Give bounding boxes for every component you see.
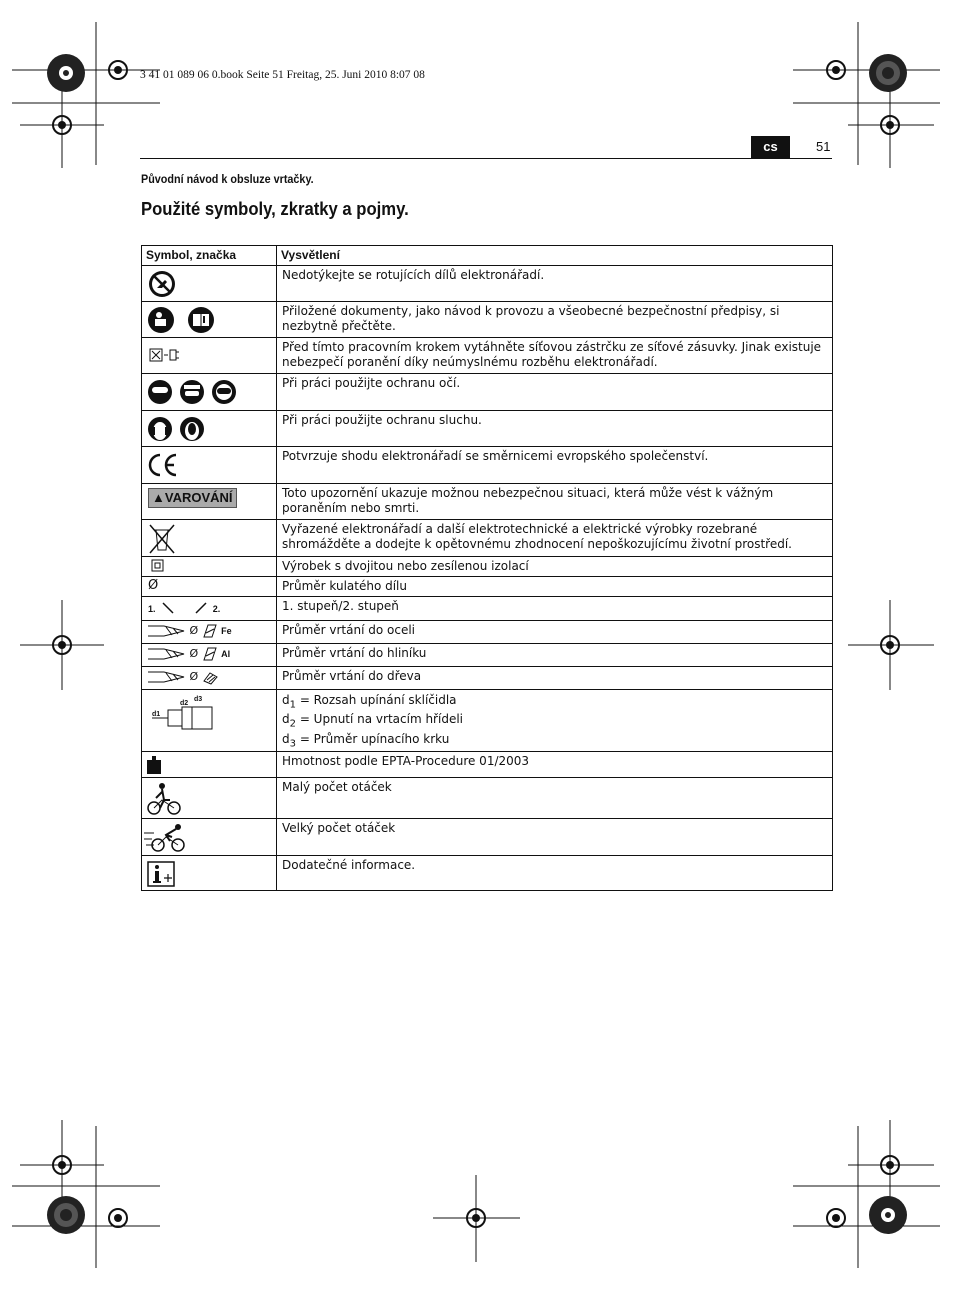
table-row: 1. 2. 1. stupeň/2. stupeň — [142, 597, 833, 621]
drill-bit-icon — [146, 647, 186, 661]
table-row — [142, 302, 833, 338]
d3-label: d3 — [194, 696, 203, 703]
diameter-icon: Ø — [148, 578, 159, 593]
table-row — [142, 447, 833, 484]
table-row: Ø Fe Průměr vrtání do oceli — [142, 621, 833, 644]
row-line: $d_2$ = Upnutí na vrtacím hřídeli — [282, 712, 463, 730]
table-row — [142, 557, 833, 577]
table-row — [142, 411, 833, 447]
read-manual-icon — [142, 302, 222, 336]
aluminium-material-icon — [202, 646, 218, 662]
book-info-line: 3 41 01 089 06 0.book Seite 51 Freitag, 25. Juni 2010 8:07 08 — [140, 69, 425, 81]
row-text: Toto upozornění ukazuje možnou nebezpečnou situaci, která může vést k vážným poraněním nebo smrti. — [277, 484, 833, 520]
row-line: $d_1$ = Rozsah upínání sklíčidla — [282, 693, 457, 711]
row-text: Velký počet otáček — [277, 819, 833, 856]
table-row — [142, 374, 833, 411]
table-row — [142, 778, 833, 819]
no-touch-rotating-icon — [142, 266, 182, 300]
doc-subtitle: Původní návod k obsluze vrtačky. — [141, 172, 314, 186]
drill-bit-icon — [146, 670, 186, 684]
table-row — [142, 856, 833, 891]
row-text: Malý počet otáček — [277, 778, 833, 819]
gear-two-icon — [194, 601, 208, 615]
double-insulation-icon — [142, 557, 172, 575]
table-row — [142, 667, 833, 690]
info-plus-icon — [142, 856, 182, 890]
warning-triangle-icon: ▲ — [152, 490, 165, 505]
row-text: Při práci použijte ochranu očí. — [277, 374, 833, 411]
table-row — [142, 577, 833, 597]
row-text: 1. stupeň/2. stupeň — [277, 597, 833, 621]
row-text: Dodatečné informace. — [277, 856, 833, 891]
diameter-symbol: Ø — [189, 647, 199, 660]
steel-material-icon — [202, 623, 218, 639]
row-text: Hmotnost podle EPTA-Procedure 01/2003 — [277, 752, 833, 778]
wood-material-icon — [202, 669, 218, 685]
row-text: Výrobek s dvojitou nebo zesílenou izolací — [277, 557, 833, 577]
row-text: Potvrzuje shodu elektronářadí se směrnicemi evropského společenství. — [277, 447, 833, 484]
row-text: Průměr vrtání do oceli — [277, 621, 833, 644]
table-row — [142, 484, 833, 520]
col-explanation-header: Vysvětlení — [277, 246, 833, 266]
crossed-bin-icon — [142, 520, 182, 556]
diameter-symbol: Ø — [189, 670, 199, 683]
col-symbol-header: Symbol, značka — [142, 246, 277, 266]
row-text: Průměr vrtání do dřeva — [277, 667, 833, 690]
table-row: Ø Al Průměr vrtání do hliníku — [142, 644, 833, 667]
row-text: Přiložené dokumenty, jako návod k provozu a všeobecné bezpečnostní předpisy, si nezbytně přečtěte. — [277, 302, 833, 338]
unplug-icon — [142, 338, 182, 372]
row-line: $d_3$ = Průměr upínacího krku — [282, 731, 450, 750]
table-row — [142, 266, 833, 302]
ce-mark-icon — [142, 447, 182, 481]
diameter-symbol: Ø — [189, 624, 199, 637]
language-badge: cs — [751, 136, 790, 158]
section-title: Použité symboly, zkratky a pojmy. — [141, 198, 409, 219]
weight-icon — [142, 752, 172, 776]
drill-bit-icon — [146, 624, 186, 638]
chuck-dimensions-icon — [142, 690, 222, 742]
chuck-dimensions-text — [277, 690, 833, 752]
table-row — [142, 520, 833, 557]
eye-protection-icon — [142, 374, 242, 410]
ear-protection-icon — [142, 411, 212, 445]
row-text: Při práci použijte ochranu sluchu. — [277, 411, 833, 447]
row-text: Před tímto pracovním krokem vytáhněte síťovou zástrčku ze síťové zásuvky. Jinak existuje nebezpečí poranění díky neúmyslnému rozběhu elektronářadí. — [277, 338, 833, 374]
high-speed-bicycle-icon — [142, 819, 192, 855]
row-text: Vyřazené elektronářadí a další elektrotechnické a elektrické výrobky rozebrané shromážděte a dodejte k opětovnému zhodnocení nepoškozujícímu životní prostředí. — [277, 520, 833, 557]
symbols-table — [141, 245, 833, 891]
row-text: Průměr kulatého dílu — [277, 577, 833, 597]
table-header-row — [142, 246, 833, 266]
warning-label: ▲VAROVÁNÍ — [148, 488, 237, 508]
d2-label: d2 — [180, 700, 189, 707]
table-row — [142, 690, 833, 752]
header-rule — [140, 158, 832, 159]
page-number: 51 — [816, 139, 831, 154]
row-text: Nedotýkejte se rotujících dílů elektronářadí. — [277, 266, 833, 302]
table-row — [142, 338, 833, 374]
row-text: Průměr vrtání do hliníku — [277, 644, 833, 667]
table-row — [142, 752, 833, 778]
low-speed-bicycle-icon — [142, 778, 186, 818]
gear-one-icon — [161, 601, 175, 615]
table-row — [142, 819, 833, 856]
d1-label: d1 — [152, 711, 161, 718]
